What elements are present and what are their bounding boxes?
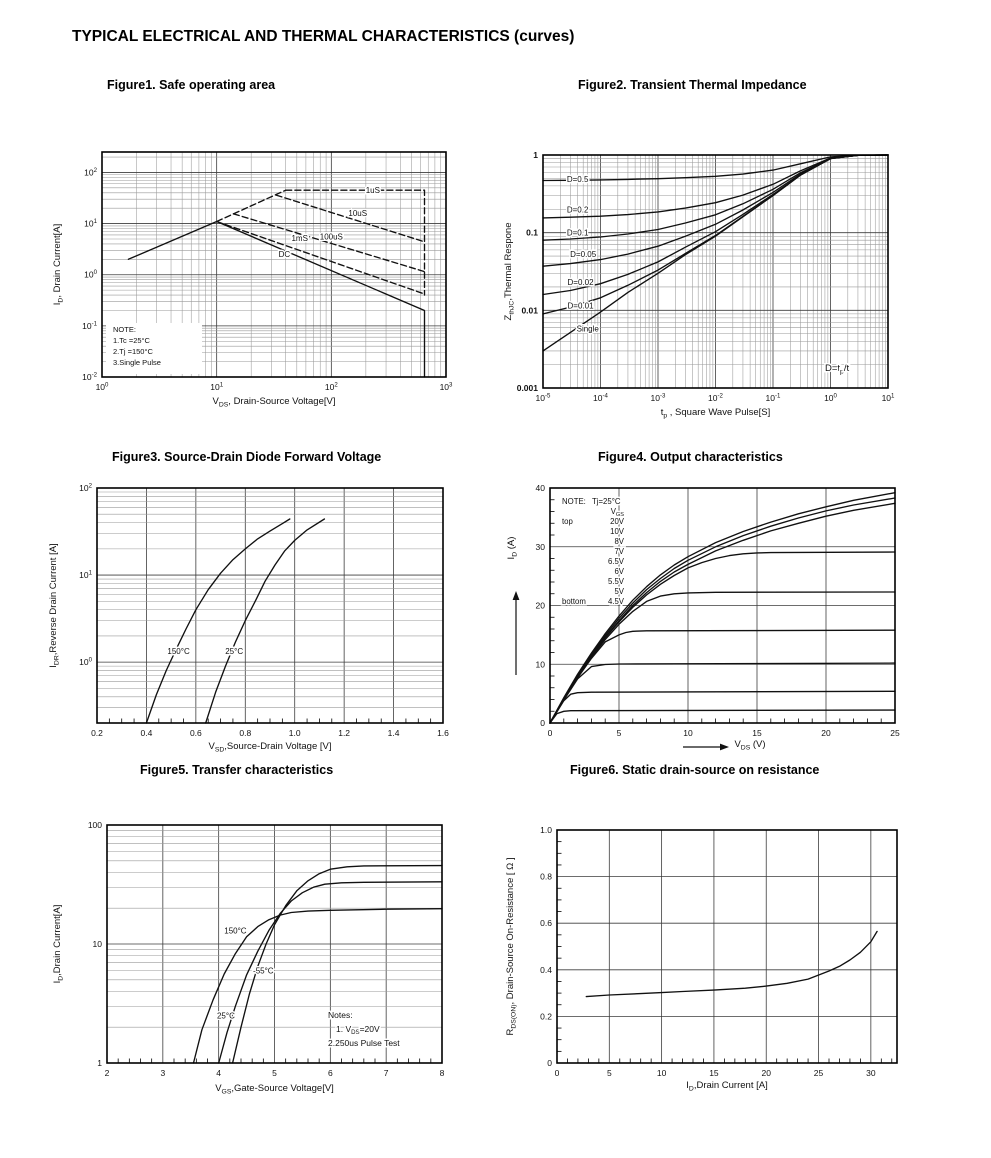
svg-text:0: 0	[547, 728, 553, 738]
svg-text:10uS: 10uS	[348, 209, 368, 219]
curve-labels	[217, 926, 400, 1048]
curve-VGS=10V	[550, 498, 895, 723]
grid	[107, 825, 442, 1063]
svg-text:Notes:: Notes:	[328, 1010, 353, 1020]
svg-text:10-1: $10^{-1}$	[765, 392, 781, 403]
svg-text:5V: 5V	[614, 587, 624, 596]
svg-text:25°C: 25°C	[225, 646, 244, 656]
figure-4-chart-svg	[500, 460, 960, 765]
curve-labels	[167, 647, 243, 656]
svg-text:ID, Drain Current[A]: $I_D$, Drain Current[A]	[52, 223, 65, 306]
svg-text:10-5: $10^{-5}$	[535, 392, 551, 403]
svg-text:10: 10	[656, 1068, 667, 1078]
svg-text:VGS,Gate-Source Voltage[V]: $V_{GS},Gate$-Source Voltage[V]	[215, 1083, 334, 1096]
curve-RDSon	[586, 931, 877, 996]
svg-text:10-2: $10^{-2}$	[82, 371, 97, 382]
figure-3-title: Figure3. Source-Drain Diode Forward Voltage	[112, 450, 382, 464]
svg-text:30: 30	[535, 541, 545, 552]
svg-text:3.Single Pulse: 3.Single Pulse	[113, 358, 161, 367]
svg-text:1.4: 1.4	[387, 728, 400, 738]
svg-text:tp , Square Wave Pulse[S]: $t_p$ , Square Wave Pulse[S]	[660, 407, 771, 420]
svg-text:100uS: 100uS	[319, 232, 343, 242]
curve-labels	[562, 497, 625, 606]
svg-text:top: top	[562, 517, 573, 526]
svg-text:15: 15	[752, 728, 762, 738]
axis-ticks	[536, 483, 900, 738]
svg-text:D=0.5: D=0.5	[566, 175, 589, 185]
svg-text:150°C: 150°C	[224, 926, 247, 936]
svg-text:D=0.05: D=0.05	[570, 250, 597, 260]
svg-text:10-3: $10^{-3}$	[650, 392, 666, 403]
svg-text:25°C: 25°C	[216, 1011, 235, 1021]
svg-text:20: 20	[535, 600, 545, 611]
svg-text:Tj=25°C: Tj=25°C	[592, 497, 621, 506]
svg-text:25: 25	[813, 1068, 824, 1078]
svg-text:10: 10	[92, 939, 102, 949]
svg-text:8: 8	[439, 1068, 445, 1078]
svg-text:ID,Drain Current [A]: $I_D,Drain$ Current [A]	[686, 1080, 768, 1093]
grid	[557, 830, 897, 1063]
figure-3-chart-svg	[40, 460, 490, 760]
svg-text:2.250us Pulse Test: 2.250us Pulse Test	[328, 1038, 400, 1048]
svg-text:4: 4	[216, 1068, 222, 1078]
svg-text:100: $10^0$	[79, 656, 92, 668]
svg-text:10-1: $10^{-1}$	[82, 320, 97, 331]
svg-text:4.5V: 4.5V	[607, 597, 624, 606]
svg-text:0.01: 0.01	[521, 305, 538, 316]
svg-text:0.8: 0.8	[239, 728, 252, 738]
svg-text:0.4: 0.4	[140, 728, 153, 738]
svg-text:7V: 7V	[614, 547, 624, 556]
data-curves	[146, 519, 324, 723]
curve-VGS=5.5V	[550, 663, 895, 723]
svg-text:10-2: $10^{-2}$	[708, 392, 723, 403]
svg-text:0.001: 0.001	[516, 383, 538, 393]
figure-5-title: Figure5. Transfer characteristics	[140, 763, 334, 777]
data-curves	[194, 866, 443, 1063]
svg-text:1. VDS=20V: 1. $V_{DS}=20V$	[336, 1024, 380, 1036]
svg-text:DC: DC	[278, 249, 291, 259]
svg-text:5: 5	[606, 1068, 612, 1078]
svg-text:0: 0	[547, 1058, 552, 1068]
svg-text:ID (A): $I_D$ (A)	[506, 536, 519, 560]
svg-text:0.4: 0.4	[540, 964, 552, 975]
svg-text:10V: 10V	[610, 527, 624, 536]
svg-text:25: 25	[890, 728, 900, 738]
svg-text:0.2: 0.2	[540, 1011, 552, 1022]
svg-text:1uS: 1uS	[365, 186, 380, 196]
svg-text:20: 20	[761, 1068, 771, 1078]
axis-titles	[52, 905, 334, 1096]
svg-text:30: 30	[866, 1068, 876, 1078]
svg-text:0.2: 0.2	[91, 728, 103, 738]
figure-2-title: Figure2. Transient Thermal Impedance	[578, 78, 807, 92]
svg-text:1.Tc =25°C: 1.Tc =25°C	[113, 336, 150, 345]
svg-text:0: 0	[554, 1068, 560, 1078]
svg-text:NOTE:: NOTE:	[562, 497, 586, 506]
svg-text:20V: 20V	[610, 517, 624, 526]
svg-text:15: 15	[709, 1068, 719, 1078]
figure-3-diode-forward-voltage-plot	[40, 460, 490, 765]
svg-text:0.6: 0.6	[540, 918, 552, 929]
curve-VGS=8V	[550, 503, 895, 723]
svg-text:100: $10^0$	[824, 392, 837, 403]
data-curves	[586, 931, 877, 996]
svg-text:1.0: 1.0	[288, 728, 301, 738]
svg-text:20: 20	[821, 728, 831, 738]
svg-text:VSD,Source-Drain Voltage [V]: $V_{SD},Source$-Drain Voltage [V]	[208, 741, 332, 754]
svg-text:101: $10^1$	[79, 569, 92, 581]
svg-text:1: 1	[97, 1058, 102, 1068]
svg-text:1.2: 1.2	[338, 728, 351, 738]
svg-text:10: 10	[683, 728, 693, 738]
figure-1-title: Figure1. Safe operating area	[107, 78, 276, 92]
svg-text:1: 1	[533, 150, 538, 160]
axis-titles	[505, 857, 768, 1092]
figure-6-title: Figure6. Static drain-source on resistance	[570, 763, 820, 777]
curve-100uS	[233, 214, 424, 272]
svg-text:3: 3	[160, 1068, 166, 1078]
svg-text:10: 10	[535, 659, 545, 670]
page-title: TYPICAL ELECTRICAL AND THERMAL CHARACTERISTICS (curves)	[72, 28, 575, 45]
svg-text:-55°C: -55°C	[253, 966, 274, 976]
curve-VGS=6.5V	[550, 592, 895, 723]
axis-ticks	[540, 825, 892, 1078]
svg-text:D=0.02: D=0.02	[567, 278, 594, 288]
curve-VGS=4.5V	[550, 710, 895, 723]
figure-2-chart-svg	[500, 130, 960, 440]
svg-text:7: 7	[383, 1068, 389, 1078]
figure-4-output-characteristics-plot	[500, 460, 960, 770]
svg-text:150°C: 150°C	[167, 646, 190, 656]
figure-2-transient-thermal-impedance-plot	[500, 130, 960, 445]
curve-150C	[146, 519, 289, 723]
svg-text:101: $10^1$	[84, 217, 97, 229]
svg-text:1mS: 1mS	[291, 234, 308, 244]
svg-text:100: $10^0$	[95, 381, 109, 392]
svg-text:IDR,Reverse Drain Current [A]: $I_{DR},Reverse$ Drain Current [A]	[48, 543, 61, 668]
svg-text:D=0.1: D=0.1	[566, 228, 589, 238]
svg-text:Single: Single	[576, 324, 599, 334]
curve-25C	[206, 519, 325, 723]
figure-5-transfer-characteristics-plot	[40, 805, 490, 1120]
svg-text:6.5V: 6.5V	[607, 557, 624, 566]
svg-text:102: $10^2$	[79, 482, 92, 493]
svg-text:0.8: 0.8	[540, 871, 552, 882]
svg-text:1.0: 1.0	[540, 825, 552, 835]
figure-1-safe-operating-area-plot	[40, 130, 490, 435]
data-curves	[550, 493, 895, 723]
svg-text:100: 100	[87, 820, 102, 830]
svg-text:8V: 8V	[614, 537, 624, 546]
svg-text:0.6: 0.6	[189, 728, 202, 738]
svg-text:103: $10^3$	[439, 381, 453, 392]
svg-text:D=0.01: D=0.01	[567, 301, 594, 311]
curve-VGS=5V	[550, 691, 895, 723]
svg-text:ID,Drain Current[A]: $I_D,Drain$ Current[A]	[52, 904, 65, 984]
svg-text:40: 40	[535, 483, 545, 493]
svg-text:1.6: 1.6	[437, 728, 449, 738]
figure-4-title: Figure4. Output characteristics	[598, 450, 783, 464]
svg-text:5: 5	[272, 1068, 277, 1078]
svg-text:VDS, Drain-Source Voltage[V]: $V_{DS}$, Drain-Source Voltage[V]	[212, 396, 336, 409]
svg-text:100: $10^0$	[84, 269, 97, 280]
grid	[550, 488, 895, 723]
svg-text:D=0.2: D=0.2	[566, 205, 589, 215]
svg-text:2: 2	[104, 1068, 110, 1078]
figure-5-chart-svg	[40, 805, 490, 1115]
figure-6-chart-svg	[500, 805, 960, 1115]
svg-text:bottom: bottom	[562, 597, 586, 606]
svg-text:D=tp/t: $D=t_p/t$	[824, 363, 850, 376]
svg-text:RDS(ON), Drain-Source On-Resis: $R_{DS(ON)}$, Drain-Source On-Resistance [ Ω ]	[505, 857, 518, 1036]
svg-text:2.Tj =150°C: 2.Tj =150°C	[113, 347, 153, 356]
svg-text:101: $10^1$	[210, 381, 224, 392]
curve-VGS=20V	[550, 493, 895, 723]
figure-6-on-resistance-plot	[500, 805, 960, 1120]
svg-text:6V: 6V	[614, 567, 624, 576]
svg-text:0.1: 0.1	[526, 227, 538, 238]
svg-text:VDS (V): $V_{DS}$ (V)	[734, 739, 766, 752]
svg-text:6: 6	[327, 1068, 333, 1078]
svg-text:VGS: $V_{GS}$	[610, 507, 624, 518]
figure-1-chart-svg	[40, 130, 490, 430]
grid	[97, 488, 443, 723]
svg-text:NOTE:: NOTE:	[113, 325, 136, 334]
svg-text:5: 5	[616, 728, 622, 738]
curve-labels	[567, 175, 850, 375]
svg-text:0: 0	[540, 718, 545, 728]
axis-titles	[52, 224, 336, 409]
svg-text:5.5V: 5.5V	[607, 577, 624, 586]
svg-text:102: $10^2$	[324, 381, 338, 392]
grid	[543, 155, 888, 388]
svg-text:101: $10^1$	[881, 392, 895, 403]
svg-text:102: $10^2$	[84, 166, 97, 178]
svg-text:ZthJC,Thermal Respone: $Z_{thJC},Thermal$ Respone	[503, 222, 516, 321]
svg-text:10-4: $10^{-4}$	[593, 392, 608, 403]
